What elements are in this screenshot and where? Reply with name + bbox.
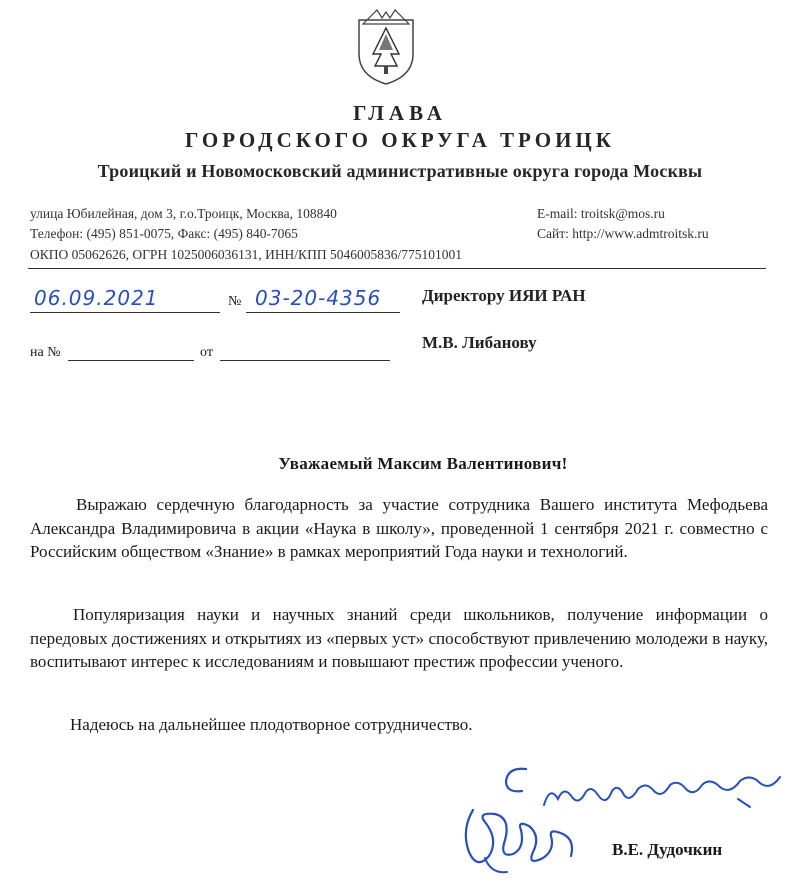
contact-codes: ОКПО 05062626, ОГРН 1025006036131, ИНН/КПП 5046005836/775101001 xyxy=(30,247,462,262)
header-title-line2: ГОРОДСКОГО ОКРУГА ТРОИЦК xyxy=(185,128,615,152)
contact-site: Сайт: http://www.admtroitsk.ru xyxy=(537,226,709,241)
number-underline xyxy=(246,312,400,313)
header-subtitle: Троицкий и Новомосковский административные округа города Москвы xyxy=(97,161,703,181)
body-paragraph-1: Выражаю сердечную благодарность за участие сотрудника Вашего института Мефодьева Александра Владимировича в акции «Наука в школу», проведенной 1 сентября 2021 г. совместно с Российским обществом «Знание» в рамках мероприятий Года науки и технологий. xyxy=(30,495,768,561)
contact-address: улица Юбилейная, дом 3, г.о.Троицк, Москва, 108840 xyxy=(30,206,337,221)
coat-of-arms-icon xyxy=(355,6,417,86)
registration-number-sign: № xyxy=(228,294,242,309)
registration-date: 06.09.2021 xyxy=(34,286,159,310)
header-divider xyxy=(28,268,766,269)
greeting: Уважаемый Максим Валентинович! xyxy=(278,454,568,473)
contact-email: E-mail: troitsk@mos.ru xyxy=(537,206,665,221)
reference-date-label: от xyxy=(200,345,213,360)
header-title-line1: ГЛАВА xyxy=(353,101,447,125)
addressee-line2: М.В. Либанову xyxy=(422,333,537,352)
contact-phone: Телефон: (495) 851-0075, Факс: (495) 840-7065 xyxy=(30,226,298,241)
reference-date-line xyxy=(220,360,390,361)
reference-number-label: на № xyxy=(30,345,61,360)
body-paragraph-2: Популяризация науки и научных знаний среди школьников, получение информации о передовых достижениях и открытиях из «первых уст» способствуют привлечению молодежи в науку, воспитывают интерес к исследованиям и повышают престиж профессии ученого. xyxy=(30,605,768,671)
registration-number: 03-20-4356 xyxy=(255,286,382,310)
reference-number-line xyxy=(68,360,194,361)
signature-icon xyxy=(455,800,590,880)
addressee-line1: Директору ИЯИ РАН xyxy=(422,286,586,305)
signer-name: В.Е. Дудочкин xyxy=(612,840,723,859)
date-underline xyxy=(30,312,220,313)
body-paragraph-3: Надеюсь на дальнейшее плодотворное сотрудничество. xyxy=(70,715,473,734)
